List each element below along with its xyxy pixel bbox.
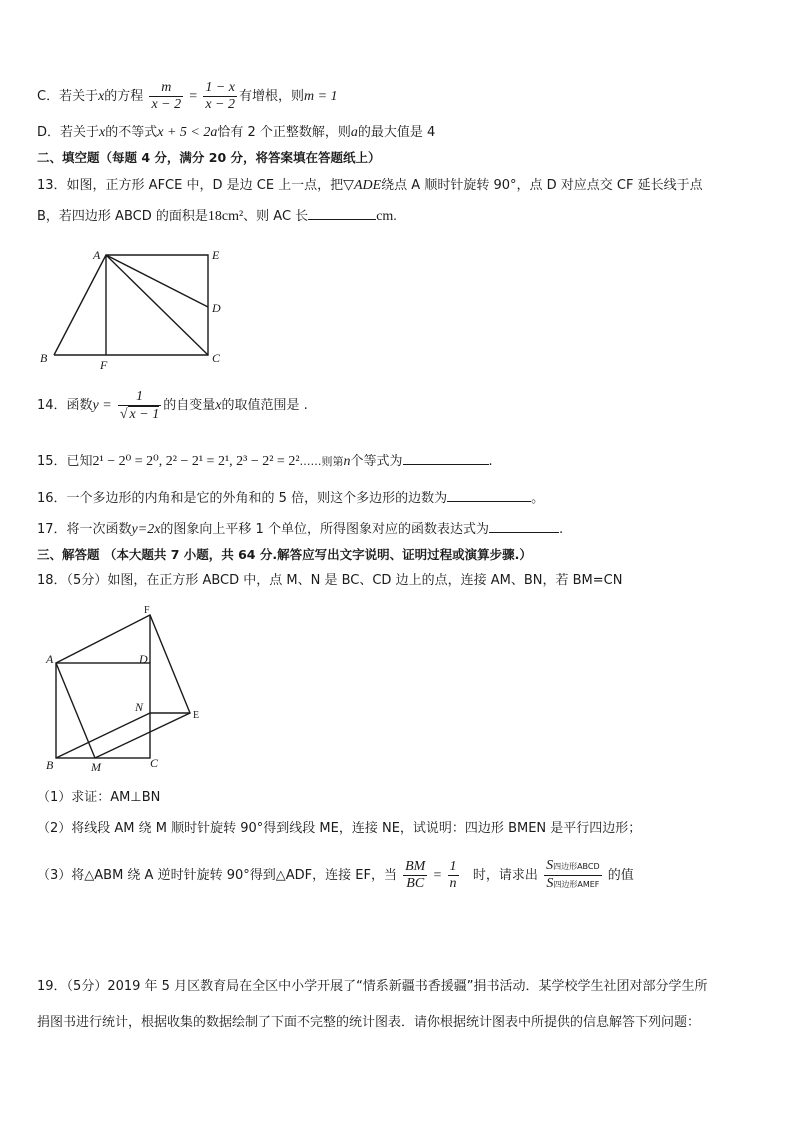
label-b: B	[46, 758, 54, 772]
label-a: A	[93, 248, 101, 262]
q19-line2: 捐图书进行统计，根据收集的数据绘制了下面不完整的统计图表．请你根据统计图表中所提供的信息解答下列问题：	[37, 1015, 701, 1030]
label-e: E	[212, 248, 220, 262]
label-a: A	[46, 652, 54, 666]
q15-answer-blank[interactable]	[403, 452, 489, 465]
label-c: C	[212, 351, 221, 365]
q15: 15．已知2¹ − 2⁰ = 2⁰, 2² − 2¹ = 2¹, 2³ − 2² = 2²……则第n个等式为 .	[37, 454, 493, 469]
q16-answer-blank[interactable]	[447, 489, 531, 502]
q18-part3: （3）将△ABM 绕 A 逆时针旋转 90°得到△ADF，连接 EF，当 $\frac{BM}{BC}$ = $\frac{1}{n}$ 时，请求出 $\frac{\text{S四边形ABCD}}{\text{S四边形AMEF}}$ 的值	[37, 858, 634, 891]
section-solve-heading: 三、解答题 （本大题共 7 小题，共 64 分.解答应写出文字说明、证明过程或演算步骤.）	[37, 547, 532, 562]
figure-q13-square	[36, 245, 226, 373]
fraction-1-x-over-x-2: $\frac{1 - x}{x - 2}$	[205, 80, 235, 112]
q18-stem: 18．（5分）如图，在正方形 ABCD 中，点 M、N 是 BC、CD 边上的点，连接 AM、BN，若 BM=CN	[37, 573, 623, 588]
fraction-1-over-n: $\frac{1}{n}$	[449, 859, 457, 891]
label-d: D	[139, 652, 148, 666]
q18-part2: （2）将线段 AM 绕 M 顺时针旋转 90°得到线段 ME，连接 NE，试说明：四边形 BMEN 是平行四边形；	[37, 821, 642, 836]
figure-q18-square	[40, 603, 215, 775]
label-n: N	[135, 700, 144, 714]
label-f: F	[100, 358, 108, 372]
label-c: C	[150, 756, 159, 770]
q13-line2: B，若四边形 ABCD 的面积是18cm²、则 AC 长 cm.	[37, 209, 397, 224]
q17-answer-blank[interactable]	[489, 520, 559, 533]
q16: 16．一个多边形的内角和是它的外角和的 5 倍，则这个多边形的边数为 。	[37, 491, 545, 506]
q14: 14．函数y = $\frac{1}{√ x - 1}$ 的自变量x的取值范围是 .	[37, 388, 308, 422]
label-d: D	[212, 301, 221, 315]
q13-answer-blank[interactable]	[308, 207, 376, 220]
fraction-m-over-x-2: $\frac{m}{x - 2}$	[151, 80, 182, 112]
fraction-bm-over-bc: $\frac{BM}{BC}$	[405, 859, 426, 891]
option-d: D．若关于x的不等式x + 5 < 2a恰有 2 个正整数解，则a的最大值是 4	[37, 125, 436, 140]
label-b: B	[40, 351, 48, 365]
fraction-area-ratio: $\frac{\text{S四边形ABCD}}{\text{S四边形AMEF}}$	[546, 858, 600, 891]
q13-line1: 13．如图，正方形 AFCE 中，D 是边 CE 上一点，把▽ADE绕点 A 顺时针旋转 90°，点 D 对应点交 CF 延长线于点	[37, 178, 703, 193]
section-fill-blank-heading: 二、填空题（每题 4 分，满分 20 分，将答案填在答题纸上）	[37, 150, 381, 165]
q19-line1: 19．（5分）2019 年 5 月区教育局在全区中小学开展了“情系新疆书香援疆”捐书活动．某学校学生社团对部分学生所	[37, 979, 708, 994]
q17: 17．将一次函数y=2x的图象向上平移 1 个单位，所得图象对应的函数表达式为 .	[37, 522, 564, 537]
label-e: E	[193, 710, 200, 721]
fraction-1-over-sqrt: $\frac{1}{√ x - 1}$	[119, 388, 160, 422]
label-f: F	[144, 605, 150, 616]
label-m: M	[91, 760, 101, 774]
q18-part1: （1）求证：AM⊥BN	[37, 790, 161, 805]
option-c: C．若关于x的方程 $\frac{m}{x - 2}$ = $\frac{1 - x}{x - 2}$ 有增根，则m = 1	[37, 80, 338, 112]
